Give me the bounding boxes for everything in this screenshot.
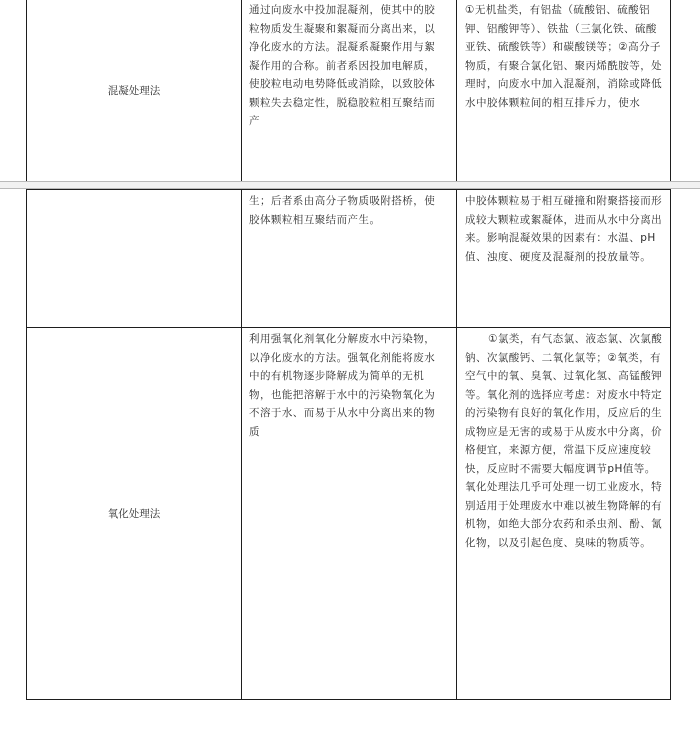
definition-text: 通过向废水中投加混凝剂，使其中的胶粒物质发生凝聚和絮凝而分离出来，以净化废水的方法。混凝系凝聚作用与絮凝作用的合称。前者系因投加电解质，使胶粒电动电势降低或消除，以致胶体颗粒失去稳定性，脱稳胶粒相互聚结而产 [249,4,436,127]
method-cell [27,328,242,700]
agents-text: 中胶体颗粒易于相互碰撞和附聚搭接而形成较大颗粒或絮凝体，进而从水中分离出来。影响混凝效果的因素有：水温、pH值、浊度、硬度及混凝剂的投放量等。 [465,195,663,263]
method-cell-continued [27,190,242,328]
definition-cell [242,190,457,328]
agents-text: ①无机盐类，有铝盐（硫酸铝、硫酸铝钾、铝酸钾等）、铁盐（三氯化铁、硫酸亚铁、硫酸铁等）和碳酸镁等；②高分子物质，有聚合氯化铝、聚丙烯酰胺等，处理时，向废水中加入混凝剂，消除或降低水中胶体颗粒间的相互排斥力，使水 [465,4,663,109]
methods-table-top [26,0,671,182]
page-bottom [0,189,700,744]
agents-cell [457,190,671,328]
agents-cell [457,0,671,182]
methods-table-bottom [26,189,671,700]
definition-cell [242,328,457,700]
method-cell [27,0,242,182]
agents-text: ①氯类，有气态氯、液态氯、次氯酸钠、次氯酸钙、二氧化氯等；②氧类，有空气中的氧、臭氧、过氧化氢、高锰酸钾等。氧化剂的选择应考虑：对废水中特定的污染物有良好的氧化作用，反应后的生成物应是无害的或易于从废水中分离，价格便宜，来源方便，常温下反应速度较快，反应时不需要大幅度调节pH值等。氧化处理法几乎可处理一切工业废水，特别适用于处理废水中难以被生物降解的有机物，如绝大部分农药和杀虫剂、酚、氰化物，以及引起色度、臭味的物质等。 [465,333,663,549]
definition-text: 利用强氧化剂氧化分解废水中污染物，以净化废水的方法。强氧化剂能将废水中的有机物逐步降解成为简单的无机物，也能把溶解于水中的污染物氧化为不溶于水、而易于从水中分离出来的物质 [249,333,436,438]
method-name: 混凝处理法 [107,85,161,97]
table-row [27,190,671,328]
definition-cell [242,0,457,182]
page-top [0,0,700,181]
definition-text: 生；后者系由高分子物质吸附搭桥，使胶体颗粒相互聚结而产生。 [249,195,436,226]
definition-clip [242,0,456,181]
agents-cell [457,328,671,700]
method-name: 氧化处理法 [107,508,161,520]
table-row [27,0,671,182]
agents-clip [457,0,670,181]
page-break [0,181,700,189]
table-row [27,328,671,700]
